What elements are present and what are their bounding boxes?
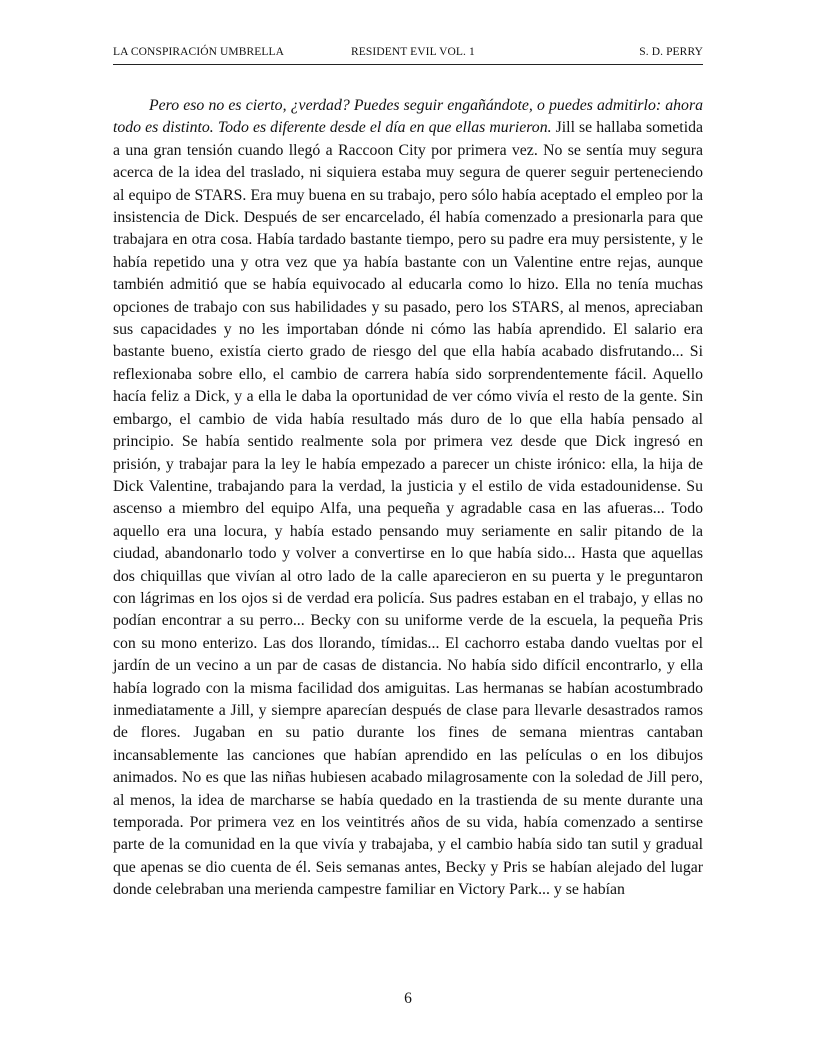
running-header [113,46,703,62]
italic-opening: Pero eso no es cierto, ¿verdad? Puedes seguir engañándote, o puedes admitirlo: ahora todo es distinto. Todo es diferente desde el día en que ellas murieron. [113,97,703,137]
header-rule [113,64,703,65]
header-series-title: RESIDENT EVIL VOL. 1 [351,46,475,58]
header-author: S. D. PERRY [639,46,703,58]
body-paragraph [113,95,703,902]
paragraph-text: Jill se hallaba sometida a una gran tensión cuando llegó a Raccoon City por primera vez. No se sentía muy segura acerca de la idea del traslado, ni siquiera estaba muy segura de querer seguir perteneciendo al equipo de STARS. Era muy buena en su trabajo, pero sólo había aceptado el empleo por la insistencia de Dick. Después de ser encarcelado, él había comenzado a presionarla para que trabajara en otra cosa. Había tardado bastante tiempo, pero su padre era muy persistente, y le había repetido una y otra vez que ya había bastante con un Valentine entre rejas, aunque también admitió que se había equivocado al educarla como lo hizo. Ella no tenía muchas opciones de trabajo con sus habilidades y su pasado, pero los STARS, al menos, apreciaban sus capacidades y no les importaban dónde ni cómo las había aprendido. El salario era bastante bueno, existía cierto grado de riesgo del que ella había acabado disfrutando... Si reflexionaba sobre ello, el cambio de carrera había sido sorprendentemente fácil. Aquello hacía feliz a Dick, y a ella le daba la oportunidad de ver cómo vivía el resto de la gente. Sin embargo, el cambio de vida había resultado más duro de lo que ella había pensado al principio. Se había sentido realmente sola por primera vez desde que Dick ingresó en prisión, y trabajar para la ley le había empezado a parecer un chiste irónico: ella, la hija de Dick Valentine, trabajando para la verdad, la justicia y el estilo de vida estadounidense. Su ascenso a miembro del equipo Alfa, una pequeña y agradable casa en las afueras... Todo aquello era una locura, y había estado pensando muy seriamente en salir pitando de la ciudad, abandonarlo todo y volver a convertirse en lo que había sido... Hasta que aquellas dos chiquillas que vivían al otro lado de la calle aparecieron en su puerta y le preguntaron con lágrimas en los ojos si de verdad era policía. Sus padres estaban en el trabajo, y ellas no podían encontrar a su perro... Becky con su uniforme verde de la escuela, la pequeña Pris con su mono enterizo. Las dos llorando, tímidas... El cachorro estaba dando vueltas por el jardín de un vecino a un par de casas de distancia. No había sido difícil encontrarlo, y ella había logrado con la misma facilidad dos amiguitas. Las hermanas se habían acostumbrado inmediatamente a Jill, y siempre aparecían después de clase para llevarle desastrados ramos de flores. Jugaban en su patio durante los fines de semana mientras cantaban incansablemente las canciones que habían aprendido en las películas o en los dibujos animados. No es que las niñas hubiesen acabado milagrosamente con la soledad de Jill pero, al menos, la idea de marcharse se había quedado en la trastienda de su mente durante una temporada. Por primera vez en los veintitrés años de su vida, había comenzado a sentirse parte de la comunidad en la que vivía y trabajaba, y el cambio había sido tan sutil y gradual que apenas se dio cuenta de él. Seis semanas antes, Becky y Pris se habían alejado del lugar donde celebraban una merienda campestre familiar en Victory Park... y se habían [113,119,703,899]
page-number: 6 [404,990,412,1007]
header-book-title: LA CONSPIRACIÓN UMBRELLA [113,46,285,58]
